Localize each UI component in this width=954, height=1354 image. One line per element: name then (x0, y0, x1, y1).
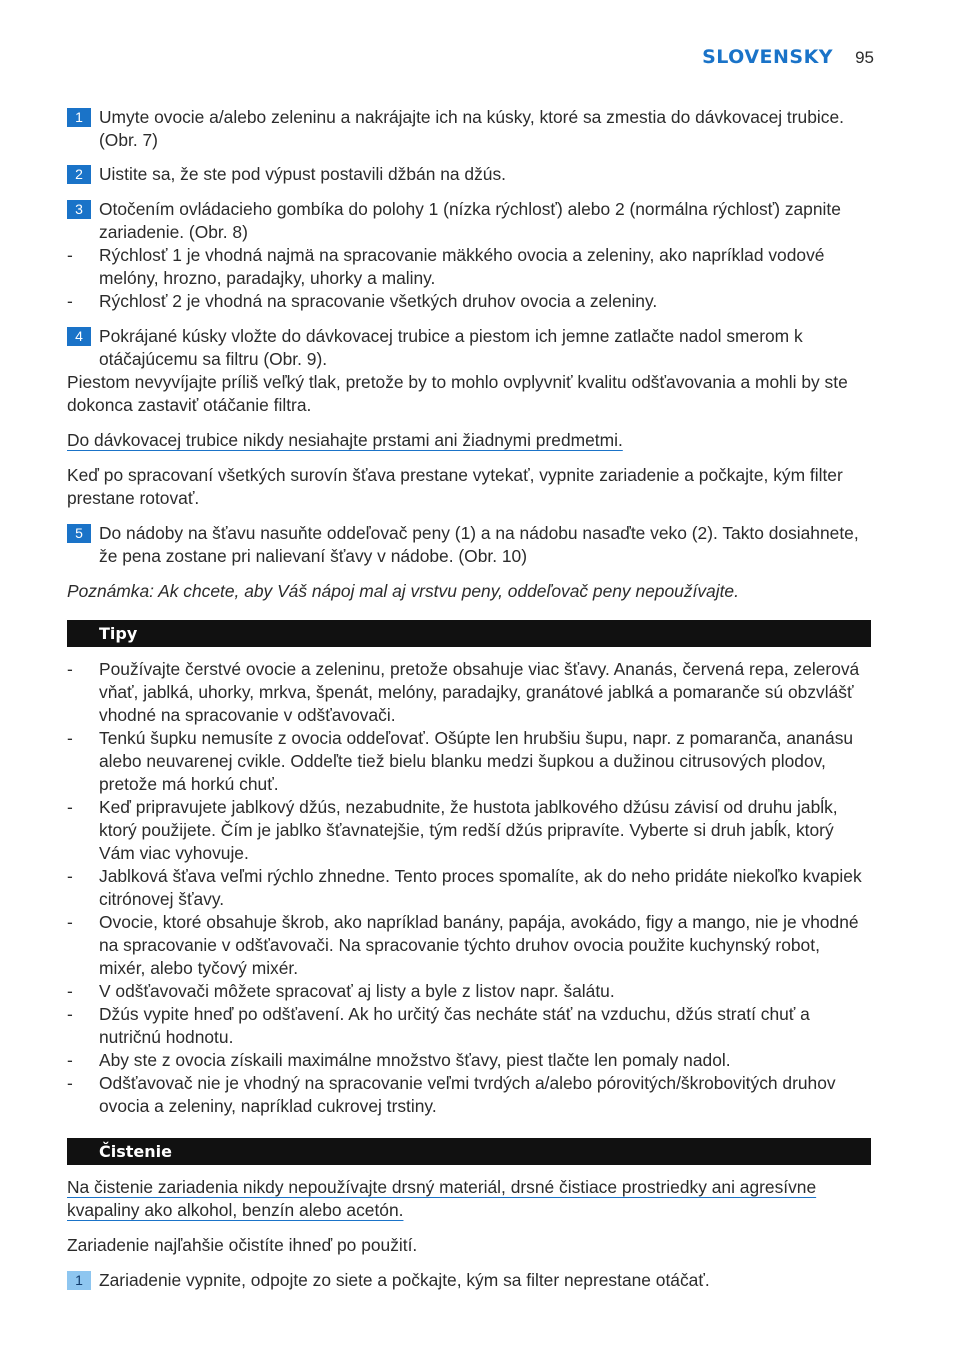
step-text: Zariadenie vypnite, odpojte zo siete a počkajte, kým sa filter neprestane otáčať. (99, 1270, 710, 1290)
list-item: - Jablková šťava veľmi rýchlo zhnedne. Tento proces spomalíte, ak do neho pridáte niekoľko kvapiek citrónovej šťavy. (67, 866, 862, 909)
paragraph: Piestom nevyvíjajte príliš veľký tlak, pretože by to mohlo ovplyvniť kvalitu odšťavovania a mohli by ste dokonca zastaviť otáčanie filtra. (67, 372, 848, 415)
note-text: Poznámka: Ak chcete, aby Váš nápoj mal aj vrstvu peny, oddeľovač peny nepoužívajte. (67, 581, 739, 601)
step-text: Umyte ovocie a/alebo zeleninu a nakrájajte ich na kúsky, ktoré sa zmestia do dávkovacej trubice. (Obr. 7) (99, 107, 844, 150)
bullet-text: Rýchlosť 1 je vhodná najmä na spracovanie mäkkého ovocia a zeleniny, ako napríklad vodové melóny, hrozno, paradajky, uhorky a maliny. (99, 245, 825, 288)
step-number-badge: 2 (67, 165, 91, 184)
step-number-badge: 4 (67, 327, 91, 346)
list-item: - Aby ste z ovocia získaili maximálne množstvo šťavy, piest tlačte len pomaly nadol. (67, 1050, 731, 1070)
step-4 (67, 325, 871, 371)
step-text: Otočením ovládacieho gombíka do polohy 1 (nízka rýchlosť) alebo 2 (normálna rýchlosť) zapnite zariadenie. (Obr. 8) (99, 199, 841, 242)
list-item: - Rýchlosť 2 je vhodná na spracovanie všetkých druhov ovocia a zeleniny. (67, 291, 658, 311)
list-item: - Džús vypite hneď po odšťavení. Ak ho určitý čas necháte stáť na vzduchu, džús stratí chuť a nutričnú hodnotu. (67, 1004, 810, 1047)
step-5 (67, 522, 871, 568)
step-number-badge: 3 (67, 200, 91, 219)
list-item: - Používajte čerstvé ovocie a zeleninu, pretože obsahuje viac šťavy. Ananás, červená repa, zelerová vňať, jablká, uhorky, mrkva, špenát, melóny, paradajky, granátové jablká a pomaranče sú obzvlášť vhodné na spracovanie v odšťavovači. (67, 659, 860, 725)
page-number: 95 (855, 48, 874, 67)
step-2 (67, 163, 871, 186)
warning-text: Do dávkovacej trubice nikdy nesiahajte prstami ani žiadnymi predmetmi. (67, 430, 623, 450)
list-item: - Tenkú šupku nemusíte z ovocia oddeľovať. Ošúpte len hrubšiu šupu, napr. z pomaranča, ananásu alebo neuvarenej cvikle. Oddeľte tiež bielu blanku medzi šupkou a dužinou citrusových plodov, pretože má horkú chuť. (67, 728, 854, 794)
list-item: - Odšťavovač nie je vhodný na spracovanie veľmi tvrdých a/alebo pórovitých/škrobovitých druhov ovocia a zeleniny, napríklad cukrovej trstiny. (67, 1073, 836, 1116)
bullet-text: Rýchlosť 2 je vhodná na spracovanie všetkých druhov ovocia a zeleniny. (99, 291, 658, 311)
list-item: - V odšťavovači môžete spracovať aj listy a byle z listov napr. šalátu. (67, 981, 615, 1001)
step-text: Do nádoby na šťavu nasuňte oddeľovač peny (1) a na nádobu nasaďte veko (2). Takto dosiahnete, že pena zostane pri nalievaní šťavy v nádobe. (Obr. 10) (99, 523, 859, 566)
paragraph: Zariadenie najľahšie očistíte ihneď po použití. (67, 1235, 418, 1255)
page-header (702, 46, 874, 68)
step-number-badge: 5 (67, 524, 91, 543)
section-header-cleaning: Čistenie (67, 1138, 871, 1165)
step-1 (67, 106, 871, 152)
step-text: Pokrájané kúsky vložte do dávkovacej trubice a piestom ich jemne zatlačte nadol smerom k otáčajúcemu sa filtru (Obr. 9). (99, 326, 803, 369)
list-item: - Keď pripravujete jablkový džús, nezabudnite, že hustota jablkového džúsu závisí od druhu jabĺk, ktorý použijete. Čím je jablko šťavnatejšie, tým redší džús pripravíte. Vyberte si druh jabĺk, ktorý Vám viac vyhovuje. (67, 797, 838, 863)
page-content (67, 106, 871, 1292)
step-3 (67, 198, 871, 244)
paragraph: Keď po spracovaní všetkých surovín šťava prestane vytekať, vypnite zariadenie a počkajte, kým filter prestane rotovať. (67, 465, 843, 508)
list-item: - Rýchlosť 1 je vhodná najmä na spracovanie mäkkého ovocia a zeleniny, ako napríklad vodové melóny, hrozno, paradajky, uhorky a maliny. (67, 245, 825, 288)
step-number-badge: 1 (67, 108, 91, 127)
section-header-tips: Tipy (67, 620, 871, 647)
language-label: SLOVENSKY (702, 46, 834, 68)
step-1-cleaning (67, 1269, 871, 1292)
step-number-badge: 1 (67, 1271, 91, 1290)
list-item: - Ovocie, ktoré obsahuje škrob, ako napríklad banány, papája, avokádo, figy a mango, nie je vhodné na spracovanie v odšťavovači. Na spracovanie týchto druhov ovocia použite kuchynský robot, mixér, alebo tyčový mixér. (67, 912, 859, 978)
tips-list (67, 658, 871, 1118)
step-text: Uistite sa, že ste pod výpust postavili džbán na džús. (99, 164, 506, 184)
warning-text: Na čistenie zariadenia nikdy nepoužívajte drsný materiál, drsné čistiace prostriedky ani agresívne kvapaliny ako alkohol, benzín alebo acetón. (67, 1177, 817, 1220)
